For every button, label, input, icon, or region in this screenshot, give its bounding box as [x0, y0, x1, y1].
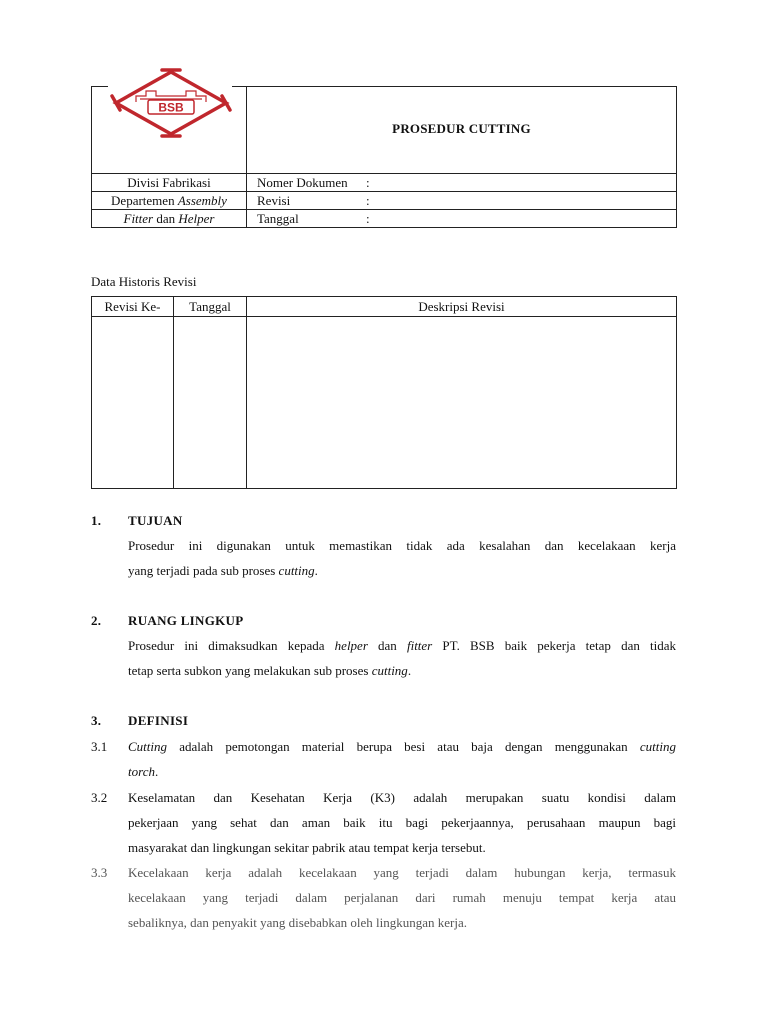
logo-text: BSB: [158, 100, 184, 115]
header-left-row-division: Divisi Fabrikasi: [127, 175, 211, 190]
section-2-body: [128, 633, 676, 683]
history-col-revision: Revisi Ke-: [104, 299, 161, 314]
definition-3-3-line-3: sebaliknya, dan penyakit yang disebabkan oleh lingkungan kerja.: [128, 915, 467, 930]
header-revision-sep: :: [366, 193, 370, 208]
document-title: PROSEDUR CUTTING: [392, 121, 531, 136]
section-2-number: 2.: [91, 613, 102, 628]
section-1-line-2: yang terjadi pada sub proses cutting.: [128, 563, 318, 578]
definition-3-2-line-1: Keselamatan dan Kesehatan Kerja (K3) adalah merupakan suatu kondisi dalam: [128, 790, 676, 805]
definition-3-3-line-1: Kecelakaan kerja adalah kecelakaan yang terjadi dalam hubungan kerja, termasuk: [128, 865, 676, 880]
definition-3-3-number: 3.3: [91, 865, 108, 880]
section-3-number: 3.: [91, 713, 102, 728]
section-2-line-1: Prosedur ini dimaksudkan kepada helper dan fitter PT. BSB baik pekerja tetap dan tidak: [128, 638, 676, 653]
definition-3-2-number: 3.2: [91, 790, 108, 805]
definition-3-1-number: 3.1: [91, 739, 108, 754]
header-date-label: Tanggal: [257, 211, 299, 226]
section-3-title: DEFINISI: [128, 713, 189, 728]
bsb-logo: [106, 66, 236, 146]
section-1-line-1: Prosedur ini digunakan untuk memastikan tidak ada kesalahan dan kecelakaan kerja: [128, 538, 676, 553]
history-col-description: Deskripsi Revisi: [418, 299, 505, 314]
section-1-number: 1.: [91, 513, 102, 528]
header-left-row-department: Departemen Assembly: [111, 193, 227, 208]
definition-3-1-line-1: Cutting adalah pemotongan material berupa besi atau baja dengan menggunakan cutting: [128, 739, 676, 754]
header-left-row-roles: Fitter dan Helper: [123, 211, 215, 226]
header-doc-number-sep: :: [366, 175, 370, 190]
header-doc-number-label: Nomer Dokumen: [257, 175, 348, 190]
definition-3-2-body: [128, 785, 676, 860]
definition-3-1-body: [128, 734, 676, 784]
section-1-body: [128, 533, 676, 583]
history-col-date: Tanggal: [189, 299, 231, 314]
definition-3-3-body: [128, 860, 676, 935]
definition-3-1-line-2: torch.: [128, 764, 159, 779]
definition-3-3-line-2: kecelakaan yang terjadi dalam perjalanan dari rumah menuju tempat kerja atau: [128, 890, 676, 905]
header-date-sep: :: [366, 211, 370, 226]
definition-3-2-line-3: masyarakat dan lingkungan sekitar pabrik atau tempat kerja tersebut.: [128, 840, 486, 855]
header-revision-label: Revisi: [257, 193, 291, 208]
section-1-title: TUJUAN: [128, 513, 183, 528]
revision-history-caption: Data Historis Revisi: [91, 274, 197, 289]
definition-3-2-line-2: pekerjaan yang sehat dan aman baik itu bagi pekerjaannya, perusahaan maupun bagi: [128, 815, 676, 830]
section-2-title: RUANG LINGKUP: [128, 613, 244, 628]
section-2-line-2: tetap serta subkon yang melakukan sub proses cutting.: [128, 663, 412, 678]
